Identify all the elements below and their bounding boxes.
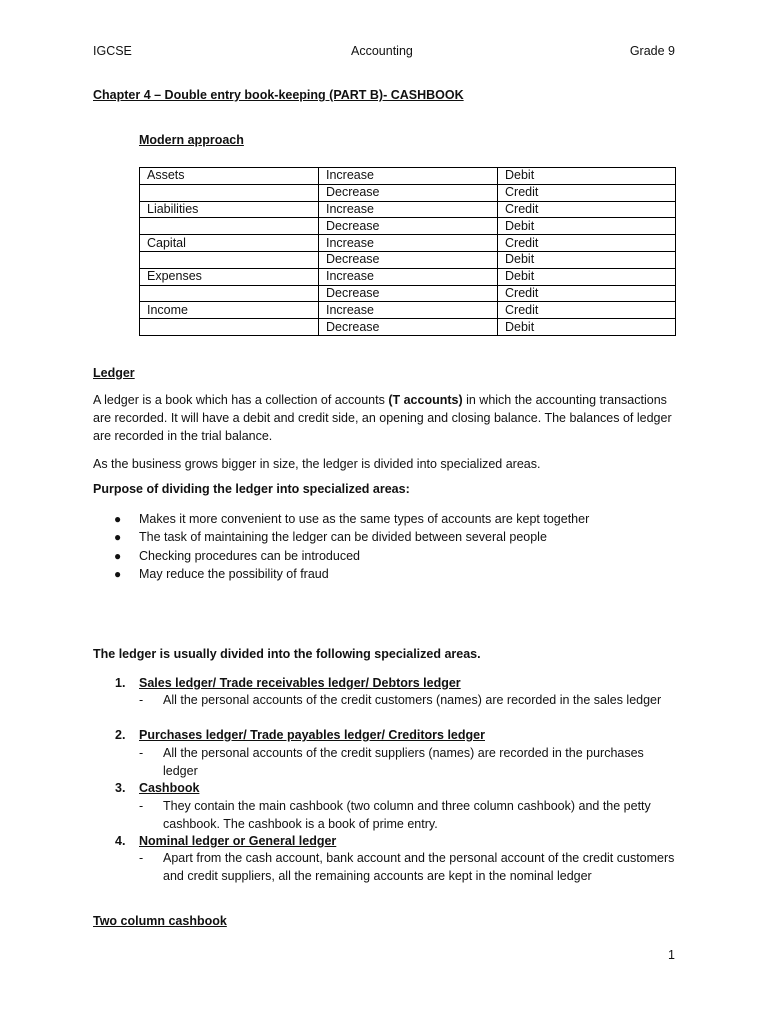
ledger-heading: Ledger xyxy=(93,366,135,380)
table-cell: Assets xyxy=(140,168,319,185)
ledger-definition-text: A ledger is a book which has a collection of accounts xyxy=(93,393,389,407)
table-row xyxy=(140,302,676,319)
division-desc-3 xyxy=(139,798,679,833)
table-row xyxy=(140,285,676,302)
chapter-title: Chapter 4 – Double entry book-keeping (PART B)- CASHBOOK xyxy=(93,88,464,102)
table-cell: Credit xyxy=(498,285,676,302)
table-row xyxy=(140,168,676,185)
division-number: 3. xyxy=(115,781,126,795)
table-cell xyxy=(140,319,319,336)
list-item xyxy=(93,565,693,583)
list-item xyxy=(93,510,693,528)
purpose-heading: Purpose of dividing the ledger into specialized areas: xyxy=(93,482,410,496)
table-cell: Debit xyxy=(498,319,676,336)
table-cell: Debit xyxy=(498,168,676,185)
dash-marker: - xyxy=(139,746,144,760)
bullet-icon: ● xyxy=(114,548,122,563)
table-cell xyxy=(140,251,319,268)
table-row xyxy=(140,184,676,201)
table-cell: Decrease xyxy=(319,218,498,235)
table-row xyxy=(140,268,676,285)
ledger-growth-paragraph: As the business grows bigger in size, the ledger is divided into specialized areas. xyxy=(93,457,541,471)
table-cell: Decrease xyxy=(319,184,498,201)
division-number: 4. xyxy=(115,834,126,848)
divisions-heading: The ledger is usually divided into the following specialized areas. xyxy=(93,647,481,661)
modern-approach-table xyxy=(139,167,676,336)
table-row xyxy=(140,319,676,336)
division-desc-text: All the personal accounts of the credit suppliers (names) are recorded in the purchases ledger xyxy=(163,746,644,778)
table-cell: Credit xyxy=(498,184,676,201)
division-desc-1 xyxy=(139,692,679,710)
table-cell: Expenses xyxy=(140,268,319,285)
header-left: IGCSE xyxy=(93,44,132,58)
division-title: Sales ledger/ Trade receivables ledger/ Debtors ledger xyxy=(139,676,461,690)
table-row xyxy=(140,218,676,235)
table-cell: Credit xyxy=(498,235,676,252)
list-item-text: Makes it more convenient to use as the same types of accounts are kept together xyxy=(139,512,590,526)
bullet-icon: ● xyxy=(114,512,122,526)
division-desc-4 xyxy=(139,850,679,885)
two-column-cashbook-heading: Two column cashbook xyxy=(93,914,227,928)
table-cell: Increase xyxy=(319,168,498,185)
division-number: 1. xyxy=(115,676,126,690)
list-item-text: The task of maintaining the ledger can be divided between several people xyxy=(139,530,547,545)
list-item-text: May reduce the possibility of fraud xyxy=(139,566,329,581)
division-desc-text: All the personal accounts of the credit customers (names) are recorded in the sales ledger xyxy=(163,693,662,707)
t-accounts-term: (T accounts) xyxy=(388,393,463,407)
dash-marker: - xyxy=(139,693,144,707)
table-cell: Debit xyxy=(498,268,676,285)
table-cell: Debit xyxy=(498,218,676,235)
table-cell xyxy=(140,184,319,201)
table-row xyxy=(140,251,676,268)
ledger-definition-paragraph xyxy=(93,391,683,445)
table-cell: Increase xyxy=(319,268,498,285)
division-title: Cashbook xyxy=(139,781,200,795)
bullet-icon: ● xyxy=(114,530,122,545)
table-cell: Increase xyxy=(319,302,498,319)
list-item xyxy=(93,528,693,546)
table-cell: Decrease xyxy=(319,285,498,302)
bullet-icon: ● xyxy=(114,566,122,581)
header-center: Accounting xyxy=(351,44,413,58)
table-row xyxy=(140,201,676,218)
table-cell: Debit xyxy=(498,251,676,268)
table-cell: Increase xyxy=(319,235,498,252)
list-item xyxy=(93,547,693,565)
list-item-text: Checking procedures can be introduced xyxy=(139,548,360,563)
division-title: Nominal ledger or General ledger xyxy=(139,834,337,848)
dash-marker: - xyxy=(139,851,144,865)
division-desc-text: Apart from the cash account, bank account and the personal account of the credit customers and credit suppliers, all the remaining accounts are kept in the nominal ledger xyxy=(163,851,675,883)
dash-marker: - xyxy=(139,799,144,813)
table-cell: Capital xyxy=(140,235,319,252)
table-cell: Credit xyxy=(498,201,676,218)
modern-approach-heading: Modern approach xyxy=(139,133,244,147)
table-row xyxy=(140,235,676,252)
table-cell: Increase xyxy=(319,201,498,218)
division-number: 2. xyxy=(115,728,126,742)
table-cell: Decrease xyxy=(319,251,498,268)
table-cell: Decrease xyxy=(319,319,498,336)
division-desc-text: They contain the main cashbook (two column and three column cashbook) and the petty cashbook. The cashbook is a book of prime entry. xyxy=(163,799,651,831)
purpose-list xyxy=(93,510,693,583)
division-desc-2 xyxy=(139,745,679,780)
header-right: Grade 9 xyxy=(629,44,675,58)
table-cell: Income xyxy=(140,302,319,319)
table-cell: Credit xyxy=(498,302,676,319)
table-cell xyxy=(140,285,319,302)
ledger-definition-text-cont: in which the accounting transactions are recorded. It will have a debit and credit side, an opening and closing balance. The balances of ledger are recorded in the trial balance. xyxy=(93,393,672,443)
division-title: Purchases ledger/ Trade payables ledger/ Creditors ledger xyxy=(139,728,485,742)
table-cell xyxy=(140,218,319,235)
page-number: 1 xyxy=(668,948,675,962)
table-cell: Liabilities xyxy=(140,201,319,218)
